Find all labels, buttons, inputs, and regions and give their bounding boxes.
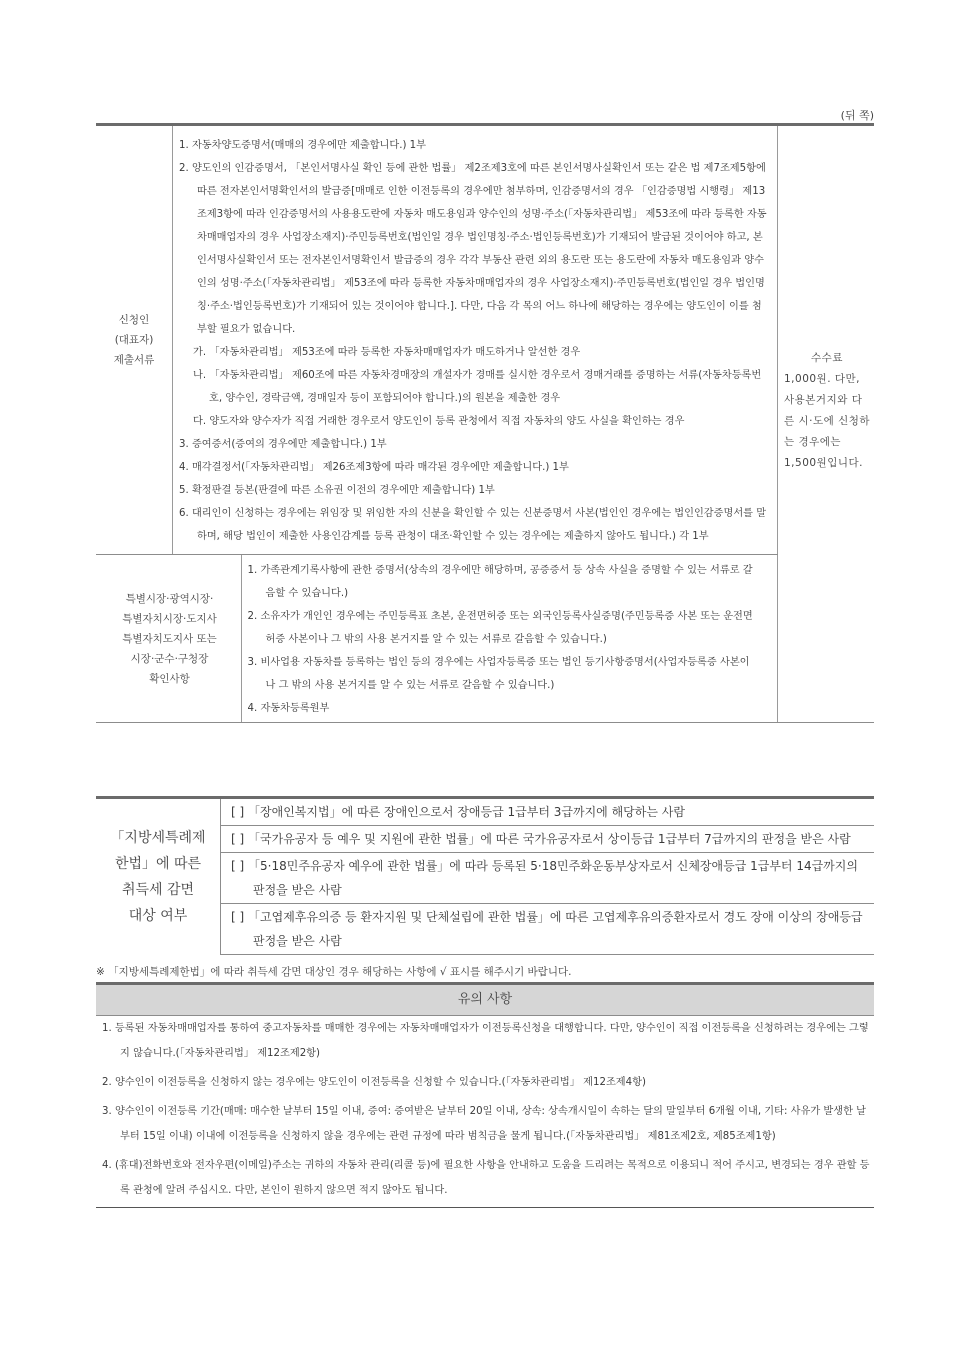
check-item: 1. 가족관계기록사항에 관한 증명서(상속의 경우에만 해당하며, 공증증서 등 상속 사실을 증명할 수 있는 서류로 갈음할 수 있습니다.) xyxy=(247,565,753,599)
exemption-option[interactable] xyxy=(221,799,875,826)
doc-item: 6. 대리인이 신청하는 경우에는 위임장 및 위임한 자의 신분을 확인할 수 있는 신분증명서 사본(법인인 경우에는 법인인감증명서를 말하며, 해당 법인이 제출한 사용인감계를 등록 관청이 대조·확인할 수 있는 경우에는 제출하지 않아도 됩니다.) 각 1부 xyxy=(179,508,767,542)
option-text: 「장애인복지법」에 따른 장애인으로서 장애등급 1급부터 3급까지에 해당하는 사람 xyxy=(248,805,685,819)
official-wrap xyxy=(122,555,778,723)
notes-title: 유의 사항 xyxy=(96,982,874,1016)
check-item: 2. 소유자가 개인인 경우에는 주민등록표 초본, 운전면허증 또는 외국인등록사실증명(주민등록증 사본 또는 운전면허증 사본이나 그 밖의 사용 본거지를 알 수 있는 서류로 갈음할 수 있습니다.) xyxy=(247,611,753,645)
note-item: 3. 양수인이 이전등록 기간(매매: 매수한 날부터 15일 이내, 증여: 증여받은 날부터 20일 이내, 상속: 상속개시일이 속하는 달의 말일부터 6개월 이내, 기타: 사유가 발생한 날부터 15일 이내) 이내에 이전등록을 신청하지 않을 경우에는 관련 규정에 따라 범칙금을 물게 됩니다.(「자동차관리법」 제81조제2호, 제85조제1항) xyxy=(102,1106,867,1142)
label-line: 확인사항 xyxy=(149,672,190,685)
exemption-option[interactable] xyxy=(221,904,875,955)
label-line: 시장·군수·구청장 xyxy=(130,652,209,665)
official-row xyxy=(96,555,874,723)
check-item: 4. 자동차등록원부 xyxy=(247,703,330,714)
option-text: 「국가유공자 등 예우 및 지원에 관한 법률」에 따른 국가유공자로서 상이등급 1급부터 7급까지의 판정을 받은 사람 xyxy=(248,832,851,846)
checkbox[interactable]: [ ] xyxy=(231,910,245,924)
check-item: 3. 비사업용 자동차를 등록하는 법인 등의 경우에는 사업자등록증 또는 법인 등기사항증명서(사업자등록증 사본이나 그 밖의 사용 본거지를 알 수 있는 서류로 갈음할 수 있습니다.) xyxy=(247,657,750,691)
label-line: 취득세 감면 xyxy=(121,881,195,898)
label-line: 특별시장·광역시장· xyxy=(125,592,214,605)
tax-exemption-label xyxy=(96,799,221,955)
fee-title: 수수료 xyxy=(811,352,843,364)
applicant-label xyxy=(96,126,173,555)
page-side-label: (뒤 쪽) xyxy=(840,109,874,122)
note-item: 4. (휴대)전화번호와 전자우편(이메일)주소는 귀하의 자동차 관리(리콜 등)에 필요한 사항을 안내하고 도움을 드리려는 목적으로 이용되니 적어 주시고, 변경되는 경우 관할 등록 관청에 알려 주십시오. 다만, 본인이 원하지 않으면 적지 않아도 됩니다. xyxy=(102,1160,870,1196)
applicant-documents xyxy=(173,126,778,555)
label-line: 특별자치시장·도지사 xyxy=(122,612,217,625)
tax-footnote: ※ 「지방세특례제한법」에 따라 취득세 감면 대상인 경우 해당하는 사항에 √ 표시를 해주시기 바랍니다. xyxy=(96,966,572,978)
label-line: 신청인 xyxy=(118,314,150,326)
doc-subitem: 다. 양도자와 양수자가 직접 거래한 경우로서 양도인이 등록 관청에서 직접 자동차의 양도 사실을 확인하는 경우 xyxy=(193,416,685,427)
doc-item: 4. 매각결정서(「자동차관리법」 제26조제3항에 따라 매각된 경우에만 제출합니다.) 1부 xyxy=(179,462,569,473)
official-items xyxy=(241,555,765,722)
option-text: 「5·18민주유공자 예우에 관한 법률」에 따라 등록된 5·18민주화운동부상자로서 신체장애등급 1급부터 14급까지의 판정을 받은 사람 xyxy=(248,859,858,897)
label-line: 「지방세특례제 xyxy=(110,829,206,846)
label-line: 특별자치도지사 또는 xyxy=(122,632,217,645)
notes-list xyxy=(96,1016,874,1208)
checkbox[interactable]: [ ] xyxy=(231,832,245,846)
note-item: 1. 등록된 자동차매매업자를 통하여 중고자동차를 매매한 경우에는 자동차매매업자가 이전등록신청을 대행합니다. 다만, 양수인이 직접 이전등록을 신청하려는 경우에는 그렇지 않습니다.(「자동차관리법」 제12조제2항) xyxy=(102,1023,869,1059)
label-line: 한법」에 따른 xyxy=(114,855,202,872)
checkbox[interactable]: [ ] xyxy=(231,859,245,873)
doc-subitem: 가. 「자동차관리법」 제53조에 따라 등록한 자동차매매업자가 매도하거나 알선한 경우 xyxy=(193,347,581,358)
tax-exemption-section xyxy=(96,796,874,955)
exemption-option[interactable] xyxy=(221,853,875,904)
label-line: 제출서류 xyxy=(113,354,155,366)
official-label-cell xyxy=(99,555,242,722)
label-line: 대상 여부 xyxy=(128,907,188,924)
doc-item: 2. 양도인의 인감증명서, 「본인서명사실 확인 등에 관한 법률」 제2조제3호에 따른 본인서명사실확인서 또는 같은 법 제7조제5항에 따른 전자본인서명확인서의 발급증[매매로 인한 이전등록의 경우에만 첨부하며, 인감증명서의 경우 「인감증명법 시행령」 제13조제3항에 따라 인감증명서의 사용용도란에 자동차 매도용임과 양수인의 성명·주소(「자동차관리법」 제53조에 따라 등록한 자동차매매업자의 경우 사업장소재지)·주민등록번호(법인일 경우 법인명칭·주소·법인등록번호)가 기재되어 발급된 것이어야 하고, 본인서명사실확인서 또는 전자본인서명확인서 발급증의 경우 각각 부동산 관련 외의 용도란 또는 용도란에 자동차 매도용임과 양수인의 성명·주소(「자동차관리법」 제53조에 따라 등록한 자동차매매업자의 경우 사업장소재지)·주민등록번호(법인일 경우 법인명칭·주소·법인등록번호)가 기재되어 있는 것이어야 합니다.]. 다만, 다음 각 목의 어느 하나에 해당하는 경우에는 양도인이 이를 첨부할 필요가 없습니다. xyxy=(179,163,767,335)
doc-item: 3. 증여증서(증여의 경우에만 제출합니다.) 1부 xyxy=(179,439,387,450)
fee-cell xyxy=(778,126,875,723)
fee-text: 1,000원. 다만, 사용본거지와 다른 시·도에 신청하는 경우에는 1,500원입니다. xyxy=(784,373,871,469)
exemption-option[interactable] xyxy=(221,826,875,853)
option-text: 「고엽제후유의증 등 환자지원 및 단체설립에 관한 법률」에 따른 고엽제후유의증환자로서 경도 장애 이상의 장애등급 판정을 받은 사람 xyxy=(248,910,863,948)
documents-section xyxy=(96,123,874,723)
label-line: (대표자) xyxy=(114,334,154,346)
doc-subitem: 나. 「자동차관리법」 제60조에 따른 자동차경매장의 개설자가 경매를 실시한 경우로서 경매거래를 증명하는 서류(자동차등록번호, 양수인, 경락금액, 경매일자 등이 포함되어야 합니다.)의 원본을 제출한 경우 xyxy=(193,370,762,404)
doc-item: 1. 자동차양도증명서(매매의 경우에만 제출합니다.) 1부 xyxy=(179,140,427,151)
doc-item: 5. 확정판결 등본(판결에 따른 소유권 이전의 경우에만 제출합니다) 1부 xyxy=(179,485,495,496)
checkbox[interactable]: [ ] xyxy=(231,805,245,819)
applicant-row xyxy=(96,126,874,555)
note-item: 2. 양수인이 이전등록을 신청하지 않는 경우에는 양도인이 이전등록을 신청할 수 있습니다.(「자동차관리법」 제12조제4항) xyxy=(102,1077,646,1088)
